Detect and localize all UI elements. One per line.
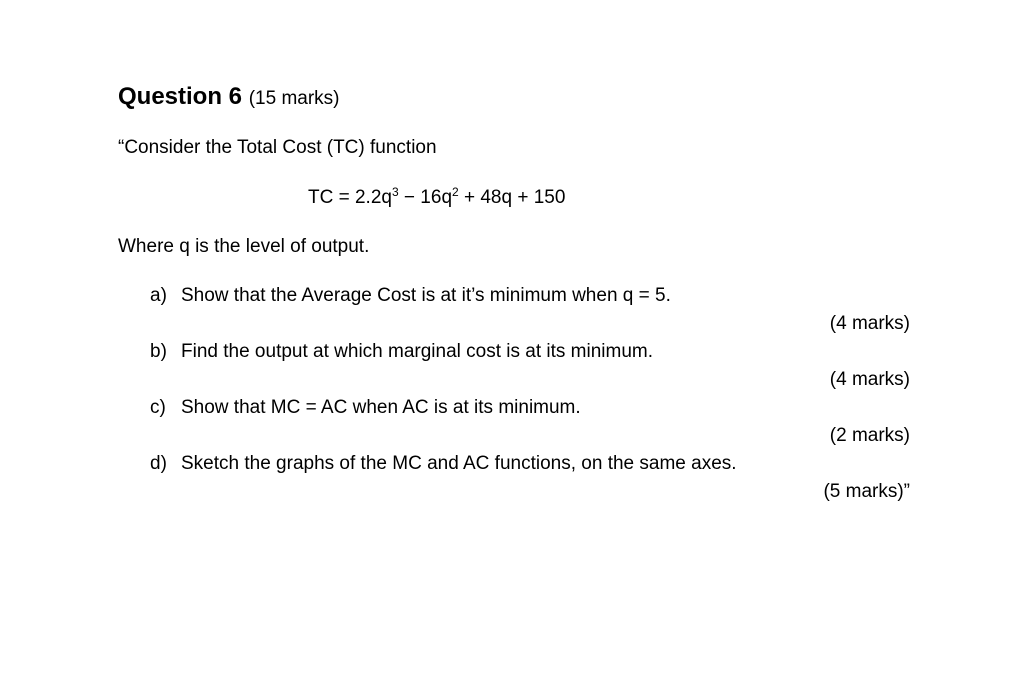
part-text: Show that the Average Cost is at it’s minimum when q = 5. [181, 285, 671, 306]
part-letter: b) [150, 341, 167, 362]
equation-exponent-cubed: 3 [391, 185, 399, 199]
question-total-marks: (15 marks) [248, 88, 340, 109]
part-text: Show that MC = AC when AC is at its minimum. [181, 397, 581, 418]
total-cost-equation [308, 186, 565, 210]
question-title [118, 82, 340, 114]
part-letter: a) [150, 285, 167, 306]
part-marks: (4 marks) [829, 369, 910, 390]
equation-middle-term: − 16q [398, 187, 453, 208]
equation-rest: + 48q + 150 [458, 187, 566, 208]
equation-lhs: TC = 2.2q [308, 187, 392, 208]
equation-exponent-squared: 2 [452, 185, 459, 199]
output-definition: Where q is the level of output. [118, 236, 370, 257]
question-intro: “Consider the Total Cost (TC) function [118, 137, 437, 158]
part-letter: c) [150, 397, 166, 418]
part-marks: (4 marks) [829, 313, 910, 334]
part-text: Find the output at which marginal cost is at its minimum. [181, 341, 654, 362]
part-marks: (5 marks)” [823, 481, 910, 502]
part-text: Sketch the graphs of the MC and AC functions, on the same axes. [181, 453, 737, 474]
part-marks: (2 marks) [829, 425, 910, 446]
part-letter: d) [150, 453, 167, 474]
question-heading: Question 6 [118, 83, 243, 110]
